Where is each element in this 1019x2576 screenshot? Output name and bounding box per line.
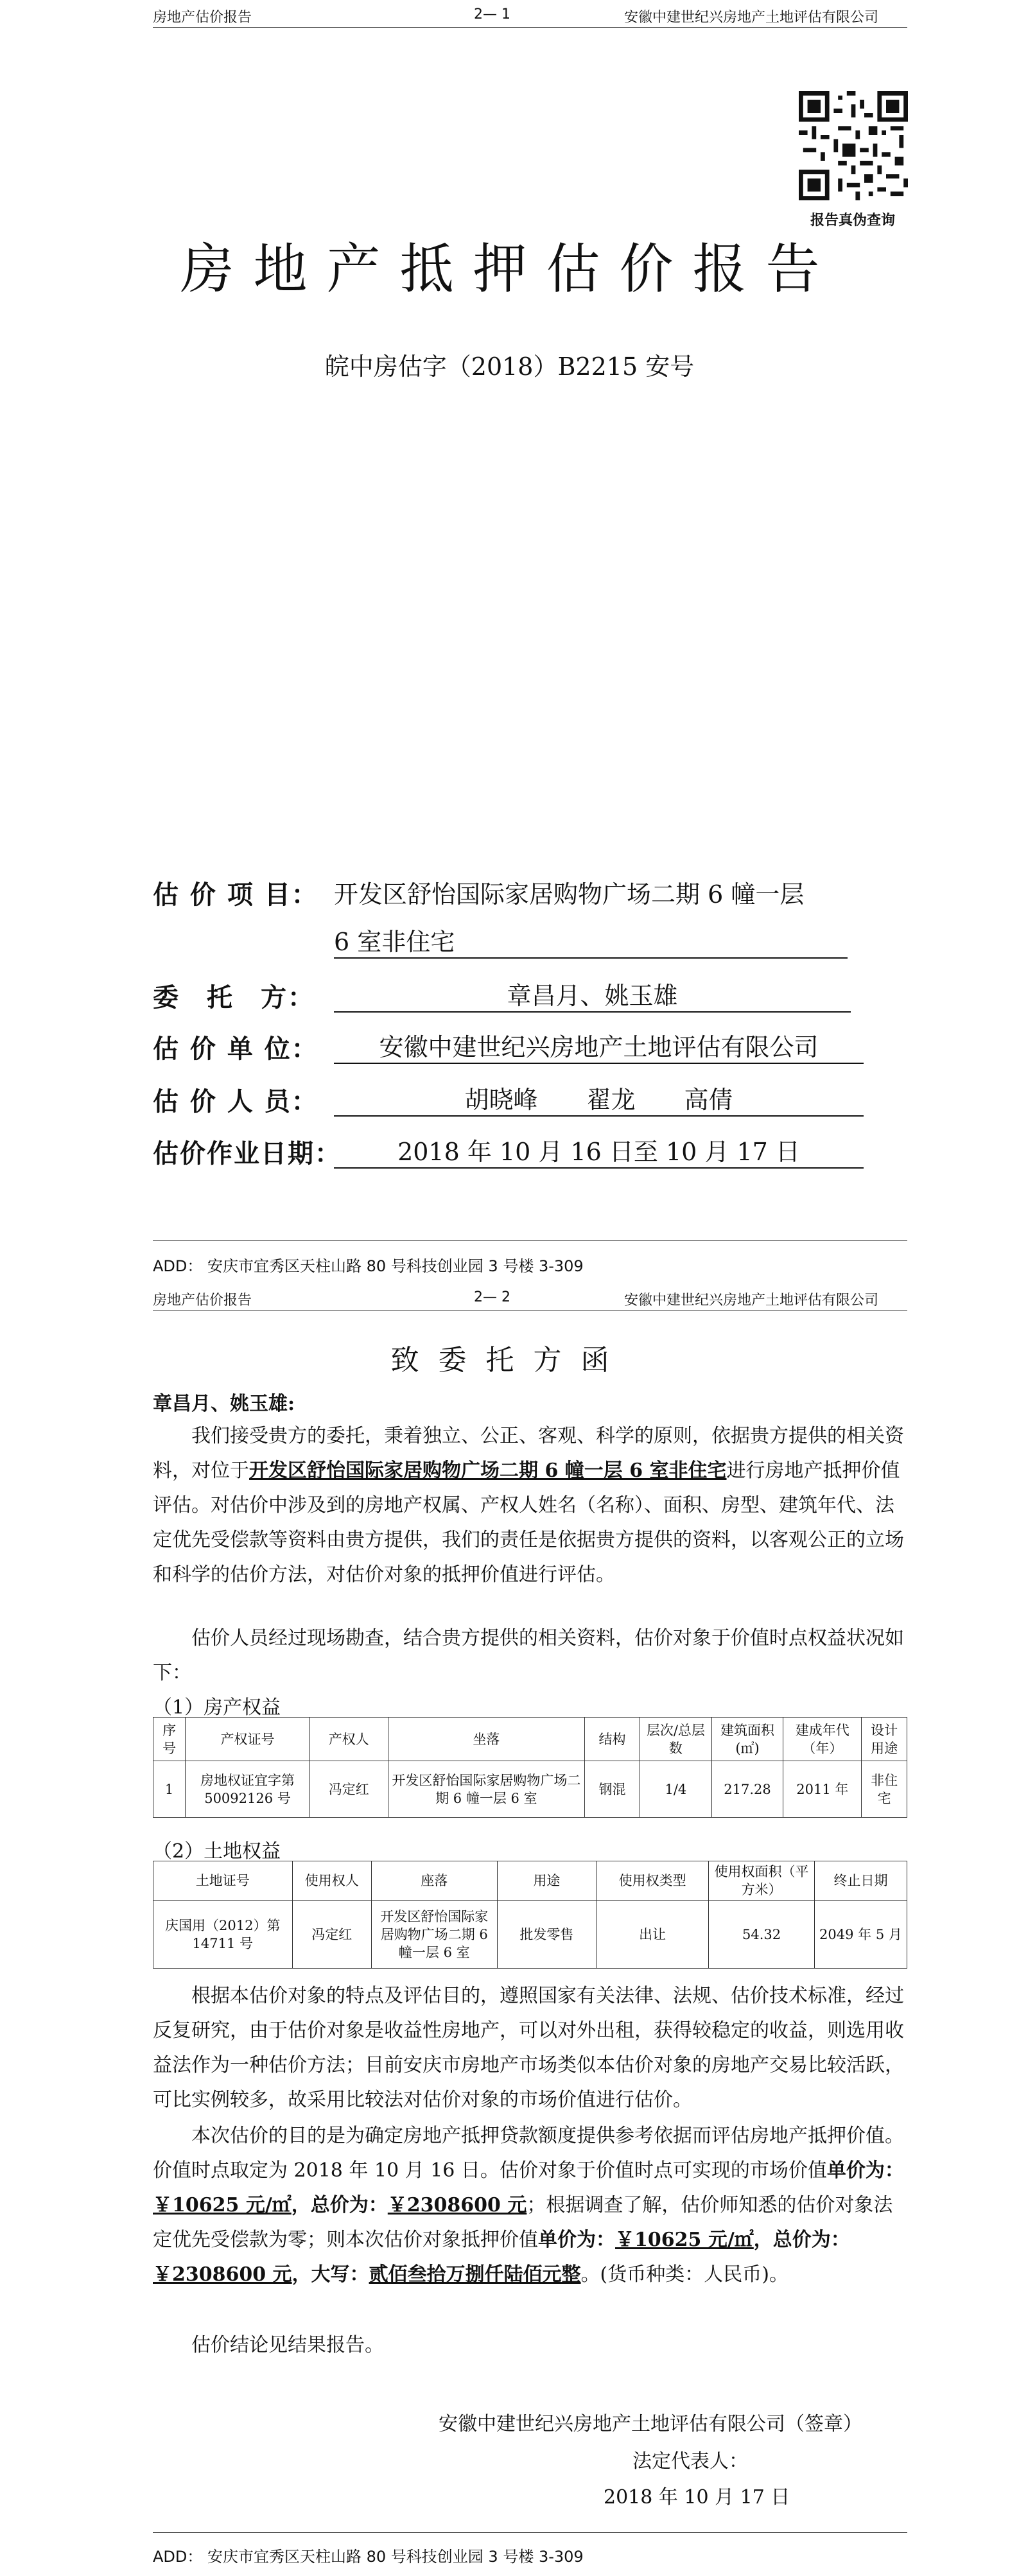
report-code: 皖中房估字（2018）B2215 安号 (324, 352, 695, 381)
table-header: 建筑面积(㎡) (711, 1718, 783, 1761)
field-label-date: 估价作业日期： (153, 1138, 342, 1169)
unit-price: ￥10625 元/㎡ (153, 2194, 292, 2216)
report-title: 房地产抵押估价报告 (180, 238, 839, 300)
footer-divider (153, 1240, 907, 1241)
field-value-appraisers: 胡晓峰 翟龙 高倩 (334, 1080, 864, 1117)
total-price: ￥2308600 元 (387, 2194, 527, 2216)
footer-address: ADD： 安庆市宜秀区天柱山路 80 号科技创业园 3 号楼 3-309 (153, 1257, 584, 1275)
table-header: 序号 (153, 1718, 186, 1761)
footer-address: ADD： 安庆市宜秀区天柱山路 80 号科技创业园 3 号楼 3-309 (153, 2548, 584, 2566)
table-header: 产权证号 (186, 1718, 310, 1761)
table-header: 产权人 (309, 1718, 388, 1761)
table-header: 层次/总层数 (640, 1718, 712, 1761)
signature-representative: 法定代表人： (632, 2450, 748, 2473)
field-label-appraisers: 估 价 人 员： (153, 1086, 318, 1117)
table-header: 土地证号 (153, 1861, 293, 1901)
field-value-company: 安徽中建世纪兴房地产土地评估有限公司 (334, 1027, 864, 1064)
letter-paragraph-1: 我们接受贵方的委托，秉着独立、公正、客观、科学的原则，依据贵方提供的相关资料，对位于开发区舒怡国际家居购物广场二期 6 幢一层 6 室非住宅进行房地产抵押价值评估。对估价中涉及到的房地产权属、产权人姓名（名称）、面积、房型、建筑年代、法定优先受偿款等资料由贵方提供，我们的责任是依据贵方提供的资料，以客观公正的立场和科学的估价方法，对估价对象的抵押价值进行评估。 (153, 1425, 904, 1586)
header-left: 房地产估价报告 (153, 1292, 252, 1309)
field-value-project-line2: 6 室非住宅 (334, 922, 848, 959)
signature-date: 2018 年 10 月 17 日 (604, 2486, 790, 2509)
qr-code-icon[interactable] (799, 91, 908, 200)
section-house-rights: （1）房产权益 (153, 1696, 281, 1719)
mortgage-total-price: ￥2308600 元 (153, 2263, 292, 2286)
field-value-date: 2018 年 10 月 16 日至 10 月 17 日 (334, 1132, 864, 1169)
field-label-project: 估 价 项 目： (153, 880, 318, 910)
table-header: 使用权类型 (597, 1861, 709, 1901)
table-header: 座落 (371, 1861, 497, 1901)
table-header: 使用权面积（平方米） (709, 1861, 815, 1901)
table-header: 使用权人 (292, 1861, 371, 1901)
table-header: 终止日期 (814, 1861, 907, 1901)
header-left: 房地产估价报告 (153, 10, 252, 26)
house-rights-table (153, 1717, 907, 1818)
letter-paragraph-3: 根据本估价对象的特点及评估目的，遵照国家有关法律、法规、估价技术标准，经过反复研究，由于估价对象是收益性房地产，可以对外出租，获得较稳定的收益，则选用收益法作为一种估价方法；目前安庆市房地产市场类似本估价对象的房地产交易比较活跃，可比实例较多，故采用比较法对估价对象的市场价值进行估价。 (153, 1985, 904, 2111)
letter-paragraph-5: 估价结论见结果报告。 (191, 2334, 384, 2356)
table-header: 用途 (497, 1861, 596, 1901)
field-value-client: 章昌月、姚玉雄 (334, 976, 851, 1013)
signature-company: 安徽中建世纪兴房地产土地评估有限公司（签章） (439, 2413, 862, 2435)
price-in-words: 贰佰叁拾万捌仟陆佰元整 (369, 2263, 581, 2286)
header-right: 安徽中建世纪兴房地产土地评估有限公司 (624, 1292, 879, 1309)
header-divider (153, 27, 907, 28)
table-header: 结构 (585, 1718, 640, 1761)
letter-salutation: 章昌月、姚玉雄: (153, 1393, 295, 1415)
page-number: 2— 2 (474, 1289, 510, 1305)
property-address: 开发区舒怡国际家居购物广场二期 6 幢一层 6 室非住宅 (249, 1459, 727, 1482)
table-row: 庆国用（2012）第 14711 号 冯定红 开发区舒怡国际家居购物广场二期 6 幢一层 6 室 批发零售 出让 54.32 2049 年 5 月 (153, 1901, 907, 1969)
land-rights-table (153, 1861, 907, 1969)
table-header: 建成年代（年） (783, 1718, 862, 1761)
qr-caption: 报告真伪查询 (810, 212, 896, 229)
letter-paragraph-4: 本次估价的目的是为确定房地产抵押贷款额度提供参考依据而评估房地产抵押价值。价值时点取定为 2018 年 10 月 16 日。估价对象于价值时点可实现的市场价值单价为：￥10625 元/㎡，总价为：￥2308600 元；根据调查了解，估价师知悉的估价对象法定优先受偿款为零；则本次估价对象抵押价值单价为：￥10625 元/㎡，总价为：￥2308600 元，大写：贰佰叁拾万捌仟陆佰元整。(货币种类：人民币)。 (153, 2125, 904, 2286)
table-row: 1 房地权证宜字第 50092126 号 冯定红 开发区舒怡国际家居购物广场二期 6 幢一层 6 室 钢混 1/4 217.28 2011 年 非住宅 (153, 1761, 907, 1818)
table-header: 坐落 (388, 1718, 584, 1761)
mortgage-unit-price: ￥10625 元/㎡ (615, 2229, 754, 2251)
section-land-rights: （2）土地权益 (153, 1840, 281, 1863)
header-right: 安徽中建世纪兴房地产土地评估有限公司 (624, 10, 879, 26)
letter-title: 致委托方函 (390, 1344, 629, 1377)
field-label-company: 估 价 单 位： (153, 1034, 318, 1064)
page-number: 2— 1 (474, 6, 510, 22)
letter-paragraph-2: 估价人员经过现场勘查，结合贵方提供的相关资料，估价对象于价值时点权益状况如下： (153, 1627, 904, 1684)
field-value-project: 开发区舒怡国际家居购物广场二期 6 幢一层 (334, 880, 805, 909)
footer-divider (153, 2532, 907, 2533)
table-header: 设计用途 (862, 1718, 907, 1761)
field-label-client: 委 托 方： (153, 982, 315, 1013)
